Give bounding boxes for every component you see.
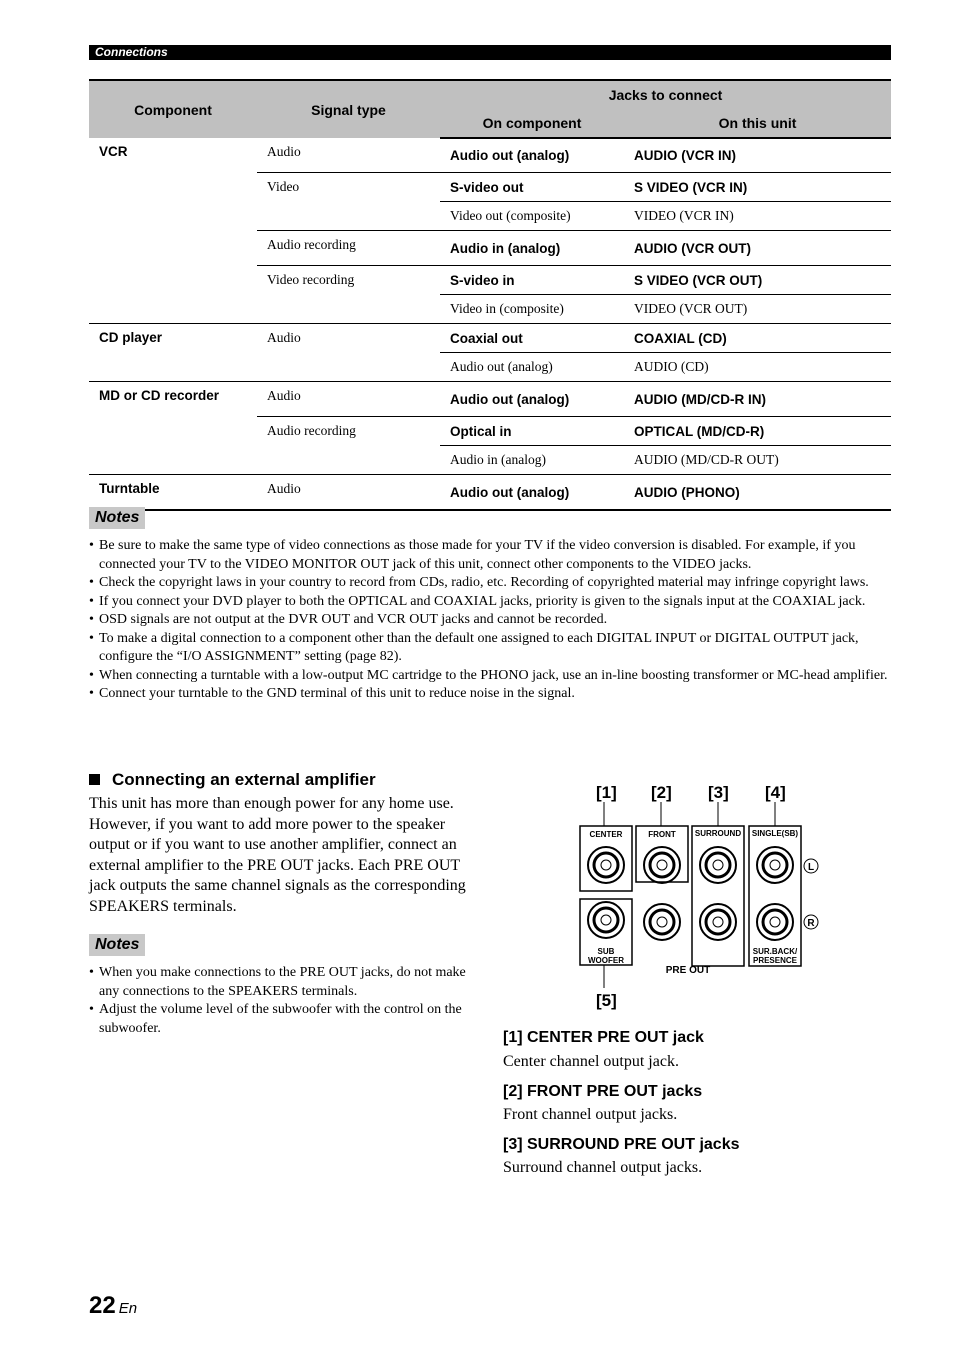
label-surround: SURROUND	[694, 829, 742, 838]
rca-jack-icon	[644, 904, 680, 940]
note-item: • Adjust the volume level of the subwoofer with the control on the subwoofer.	[89, 1001, 469, 1038]
callout-1: [1]	[596, 783, 617, 802]
page-number-value: 22	[89, 1292, 116, 1319]
header-on-component: On component	[440, 109, 624, 138]
label-pre-out: PRE OUT	[665, 965, 711, 976]
section-header-label: Connections	[95, 45, 168, 59]
channel-left-icon	[804, 859, 818, 873]
on-component-cell: Optical in	[440, 417, 624, 446]
on-unit-cell: OPTICAL (MD/CD-R)	[624, 417, 891, 446]
rca-jack-icons	[588, 847, 793, 940]
on-component-cell: S-video out	[440, 173, 624, 202]
rca-jack-icon	[757, 904, 793, 940]
on-unit-cell: AUDIO (CD)	[624, 353, 891, 382]
callout-5: [5]	[596, 991, 617, 1010]
on-component-cell: Audio out (analog)	[440, 138, 624, 173]
section-body: This unit has more than enough power for any home use. However, if you want to add more power to the speaker output or if you want to use another amplifier, connect an external amplifier to the PRE OUT jacks. Each PRE OUT jack outputs the same channel signals as the corresponding SPEAKERS terminals.	[89, 795, 466, 915]
on-unit-cell: AUDIO (MD/CD-R OUT)	[624, 446, 891, 475]
on-component-cell: Audio out (analog)	[440, 475, 624, 511]
on-component-cell: Coaxial out	[440, 324, 624, 353]
svg-text:L: L	[807, 862, 815, 873]
on-component-cell: Video in (composite)	[440, 295, 624, 324]
rca-jack-icon	[700, 847, 736, 883]
note-item: • Be sure to make the same type of video connections as those made for your TV if the video conversion is disabled. For example, if you connected your TV to the VIDEO MONITOR OUT jack of this unit, connect other components to the VIDEO jacks.	[89, 537, 894, 574]
signal-cell: Video recording	[257, 266, 440, 324]
callout-4: [4]	[765, 783, 786, 802]
notes-badge: Notes	[89, 934, 145, 956]
on-component-cell: Audio in (analog)	[440, 231, 624, 266]
callout-2: [2]	[651, 783, 672, 802]
note-item: • OSD signals are not output at the DVR OUT and VCR OUT jacks and cannot be recorded.	[89, 611, 894, 630]
connections-table	[89, 79, 891, 511]
item-description: Front channel output jacks.	[503, 1106, 678, 1123]
notes-list	[89, 537, 894, 704]
component-cell: CD player	[89, 324, 257, 382]
label-woofer: WOOFER	[588, 956, 624, 965]
label-single-sb: SINGLE(SB)	[751, 829, 799, 838]
page-number	[89, 1292, 137, 1320]
note-item: • If you connect your DVD player to both the OPTICAL and COAXIAL jacks, priority is given to the signals input at the COAXIAL jack.	[89, 593, 894, 612]
page-language: En	[118, 1300, 138, 1317]
signal-cell: Audio	[257, 475, 440, 511]
rca-jack-icon	[700, 904, 736, 940]
on-unit-cell: VIDEO (VCR OUT)	[624, 295, 891, 324]
signal-cell: Audio	[257, 324, 440, 382]
table-row	[89, 382, 891, 417]
signal-cell: Audio recording	[257, 417, 440, 475]
table-row	[89, 324, 891, 353]
label-center: CENTER	[589, 830, 623, 839]
note-item: • When you make connections to the PRE OUT jacks, do not make any connections to the SPEAKERS terminals.	[89, 964, 469, 1001]
on-unit-cell: AUDIO (PHONO)	[624, 475, 891, 511]
item-heading: [2] FRONT PRE OUT jacks	[503, 1083, 703, 1100]
note-item: • Connect your turntable to the GND terminal of this unit to reduce noise in the signal.	[89, 685, 894, 704]
rca-jack-icon	[588, 902, 624, 938]
on-component-cell: Audio out (analog)	[440, 382, 624, 417]
on-unit-cell: S VIDEO (VCR IN)	[624, 173, 891, 202]
component-cell: VCR	[89, 138, 257, 324]
notes-list	[89, 964, 469, 1038]
header-on-this-unit: On this unit	[624, 109, 891, 138]
header-component: Component	[89, 80, 257, 138]
table-row	[89, 138, 891, 173]
note-item: • To make a digital connection to a component other than the default one assigned to each DIGITAL INPUT or DIGITAL OUTPUT jack, configure the “I/O ASSIGNMENT” setting (page 82).	[89, 630, 894, 667]
signal-cell: Audio recording	[257, 231, 440, 266]
on-component-cell: Audio out (analog)	[440, 353, 624, 382]
item-heading: [3] SURROUND PRE OUT jacks	[503, 1136, 740, 1153]
section-heading	[89, 770, 376, 790]
channel-right-icon	[804, 915, 818, 929]
label-presence: PRESENCE	[752, 956, 798, 965]
square-bullet-icon	[89, 774, 100, 785]
on-unit-cell: COAXIAL (CD)	[624, 324, 891, 353]
label-front: FRONT	[648, 830, 676, 839]
rca-jack-icon	[757, 847, 793, 883]
on-component-cell: Audio in (analog)	[440, 446, 624, 475]
item-description: Center channel output jack.	[503, 1053, 679, 1070]
label-sub: SUB	[597, 947, 615, 956]
item-description: Surround channel output jacks.	[503, 1159, 703, 1176]
on-unit-cell: S VIDEO (VCR OUT)	[624, 266, 891, 295]
on-component-cell: S-video in	[440, 266, 624, 295]
item-heading: [1] CENTER PRE OUT jack	[503, 1029, 704, 1046]
on-unit-cell: AUDIO (VCR IN)	[624, 138, 891, 173]
on-unit-cell: AUDIO (VCR OUT)	[624, 231, 891, 266]
on-component-cell: Video out (composite)	[440, 202, 624, 231]
pre-out-jacks-diagram	[570, 782, 830, 1012]
signal-cell: Video	[257, 173, 440, 231]
component-cell: MD or CD recorder	[89, 382, 257, 475]
table-row	[89, 475, 891, 511]
rca-jack-icon	[588, 847, 624, 883]
callout-3: [3]	[708, 783, 729, 802]
notes-badge: Notes	[89, 507, 145, 529]
note-item: • When connecting a turntable with a low-output MC cartridge to the PHONO jack, use an in-line boosting transformer or MC-head amplifier.	[89, 667, 894, 686]
label-sur-back: SUR.BACK/	[752, 947, 798, 956]
note-item: • Check the copyright laws in your country to record from CDs, radio, etc. Recording of copyrighted material may infringe copyright laws.	[89, 574, 894, 593]
section-title: Connecting an external amplifier	[112, 770, 376, 789]
header-signal-type: Signal type	[257, 80, 440, 138]
rca-jack-icon	[644, 847, 680, 883]
signal-cell: Audio	[257, 138, 440, 173]
signal-cell: Audio	[257, 382, 440, 417]
section-header-bar	[89, 45, 891, 60]
svg-text:R: R	[807, 918, 815, 929]
on-unit-cell: AUDIO (MD/CD-R IN)	[624, 382, 891, 417]
header-jacks-to-connect: Jacks to connect	[440, 80, 891, 109]
on-unit-cell: VIDEO (VCR IN)	[624, 202, 891, 231]
component-cell: Turntable	[89, 475, 257, 511]
